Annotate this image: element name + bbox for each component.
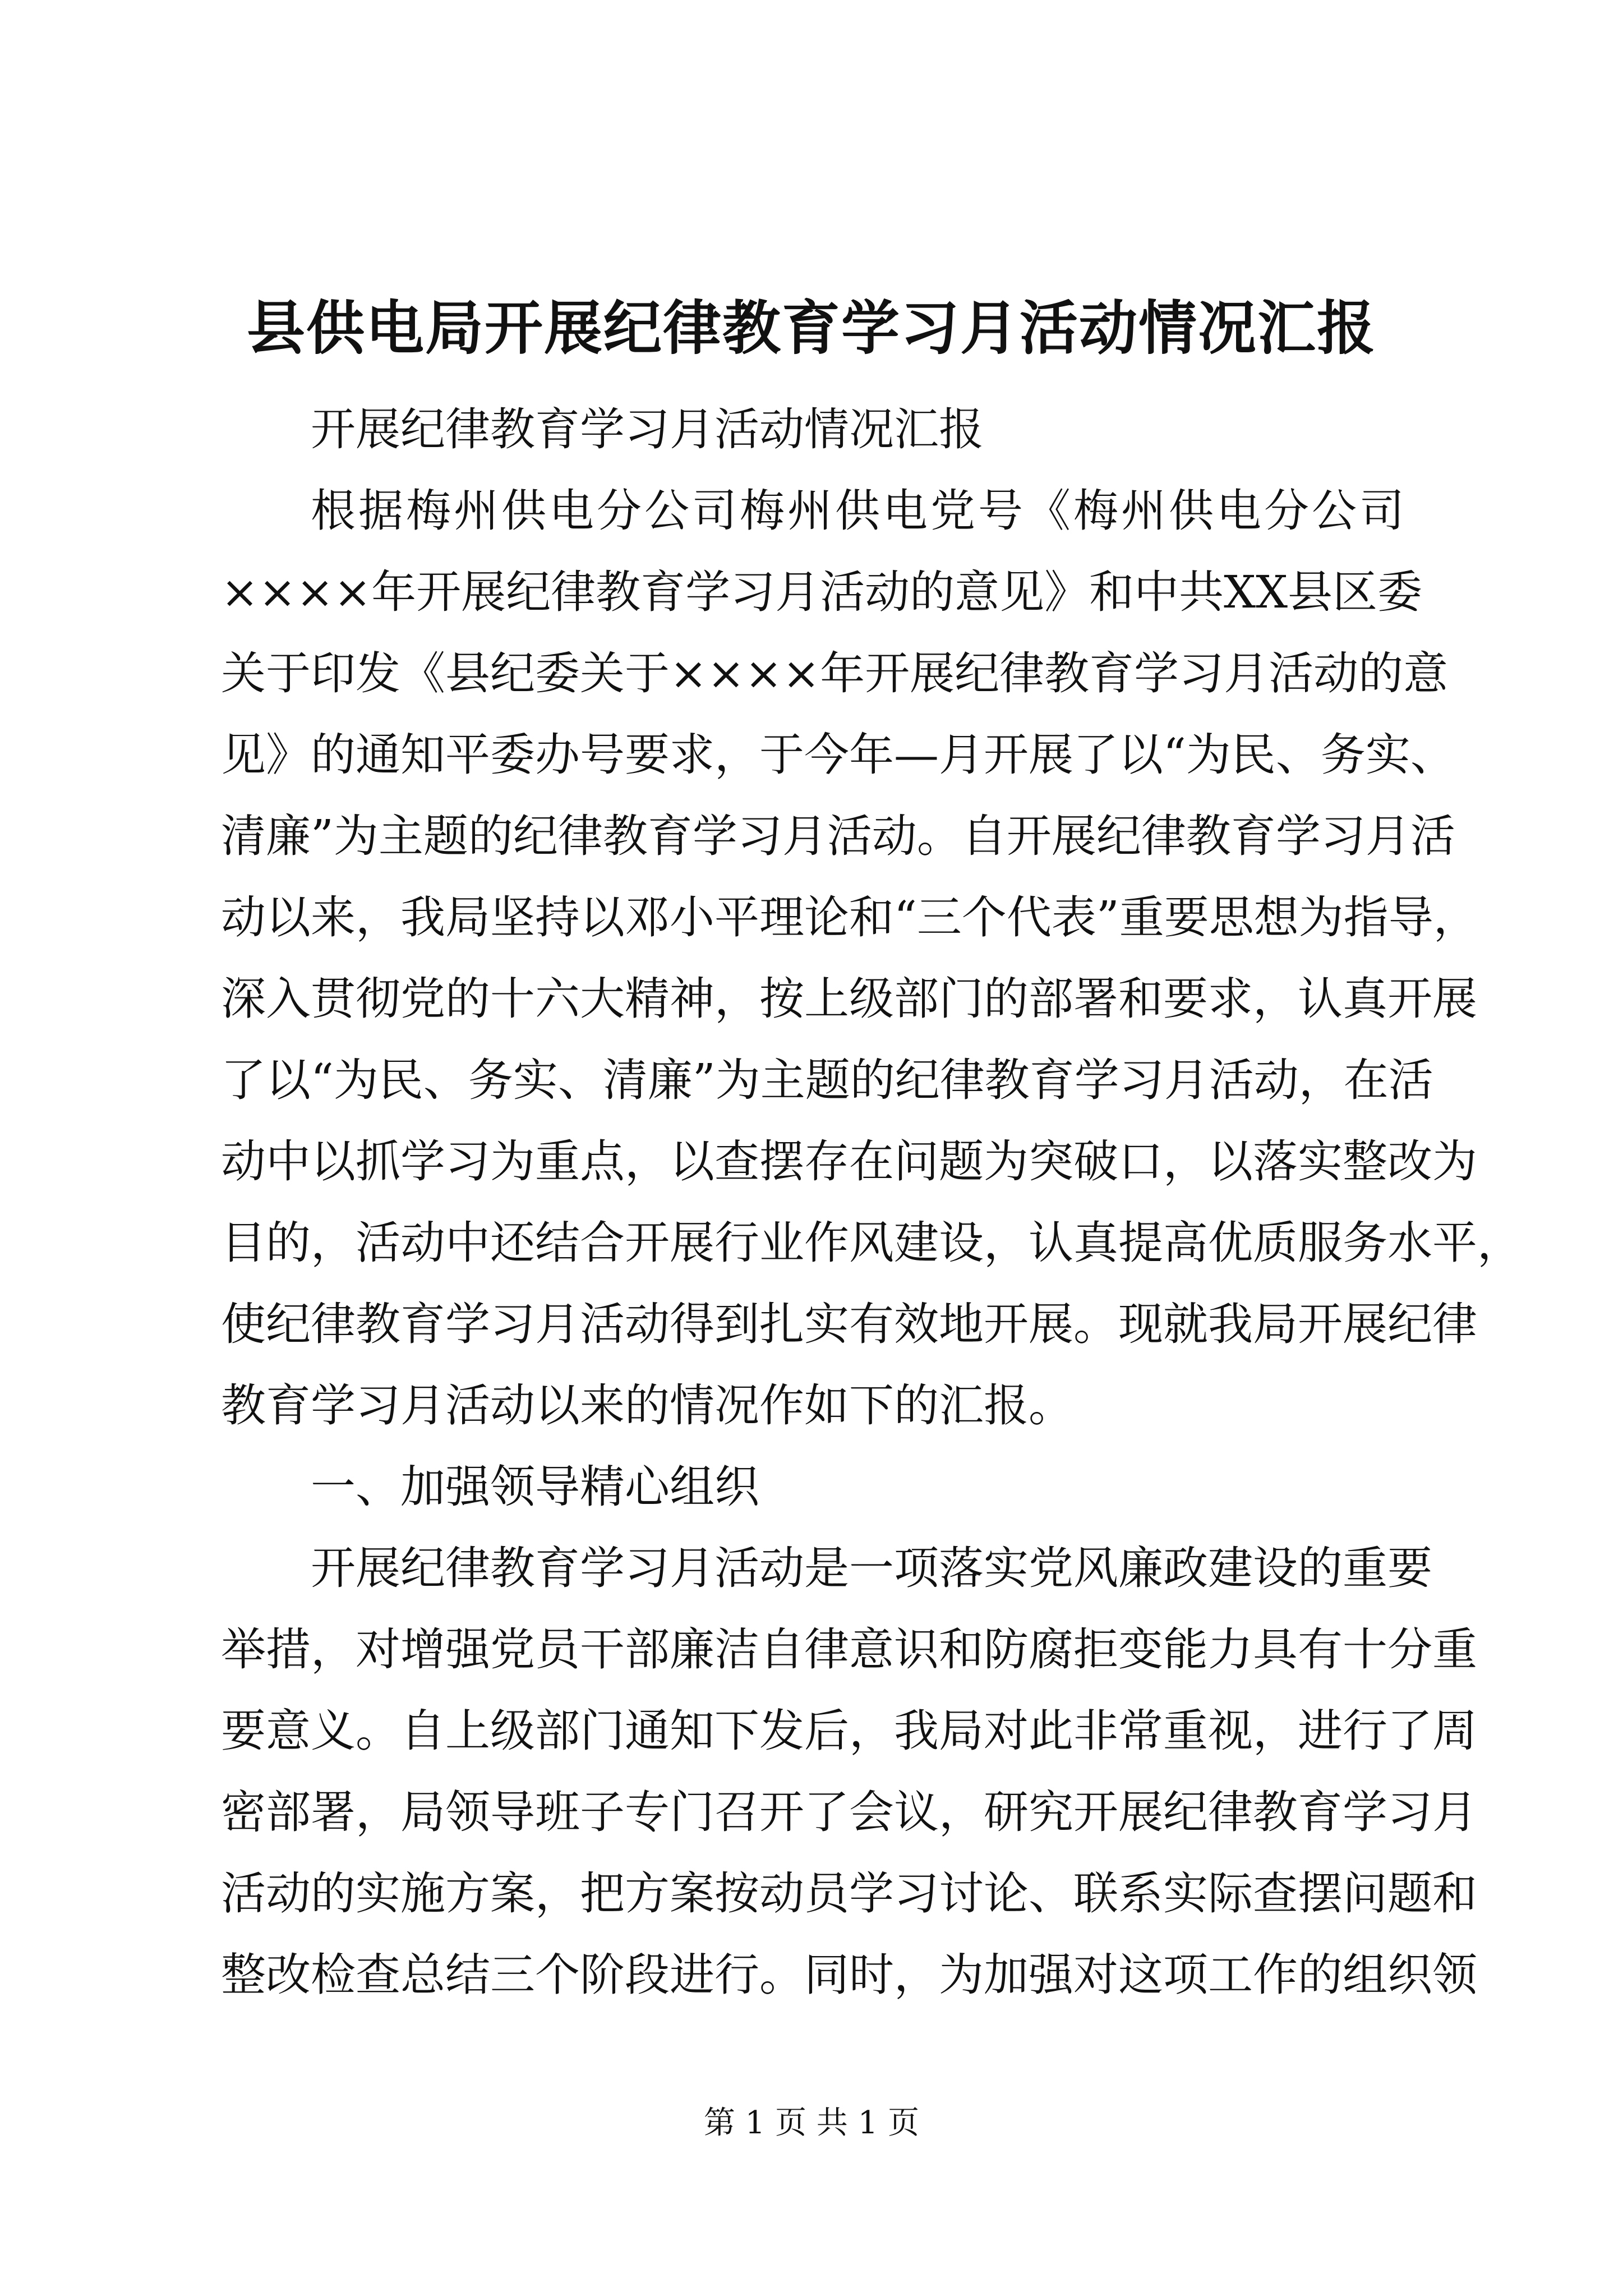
document-title: 县供电局开展纪律教育学习月活动情况汇报 bbox=[246, 293, 1376, 362]
body-line: 使纪律教育学习月活动得到扎实有效地开展。现就我局开展纪律 bbox=[221, 1298, 1477, 1350]
body-line: 见》的通知平委办号要求，于今年—月开展了以“为民、务实、 bbox=[221, 729, 1455, 781]
body-line: ××××年开展纪律教育学习月活动的意见》和中共XX县区委 bbox=[221, 566, 1423, 618]
body-line: 举措，对增强党员干部廉洁自律意识和防腐拒变能力具有十分重 bbox=[221, 1623, 1477, 1676]
body-line: 一、加强领导精心组织 bbox=[311, 1461, 759, 1513]
body-line: 目的，活动中还结合开展行业作风建设，认真提高优质服务水平， bbox=[221, 1217, 1522, 1269]
body-line: 要意义。自上级部门通知下发后，我局对此非常重视，进行了周 bbox=[221, 1705, 1477, 1757]
body-line: 动以来，我局坚持以邓小平理论和“三个代表”重要思想为指导， bbox=[221, 891, 1478, 944]
body-line: 活动的实施方案，把方案按动员学习讨论、联系实际查摆问题和 bbox=[221, 1867, 1477, 1920]
body-line: 关于印发《县纪委关于××××年开展纪律教育学习月活动的意 bbox=[221, 647, 1449, 700]
body-line: 开展纪律教育学习月活动是一项落实党风廉政建设的重要 bbox=[311, 1542, 1432, 1594]
body-line: 深入贯彻党的十六大精神，按上级部门的部署和要求，认真开展 bbox=[221, 973, 1477, 1025]
body-line: 密部署，局领导班子专门召开了会议，研究开展纪律教育学习月 bbox=[221, 1786, 1477, 1838]
body-line: 整改检查总结三个阶段进行。同时，为加强对这项工作的组织领 bbox=[221, 1949, 1477, 2001]
body-line: 根据梅州供电分公司梅州供电党号《梅州供电分公司 bbox=[311, 485, 1404, 537]
body-line: 开展纪律教育学习月活动情况汇报 bbox=[311, 403, 984, 455]
page-number-footer: 第 1 页 共 1 页 bbox=[703, 2105, 920, 2141]
body-line: 教育学习月活动以来的情况作如下的汇报。 bbox=[221, 1379, 1073, 1432]
body-line: 清廉”为主题的纪律教育学习月活动。自开展纪律教育学习月活 bbox=[221, 810, 1455, 862]
body-line: 了以“为民、务实、清廉”为主题的纪律教育学习月活动，在活 bbox=[221, 1054, 1433, 1106]
document-body bbox=[221, 389, 1522, 2016]
body-line: 动中以抓学习为重点，以查摆存在问题为突破口，以落实整改为 bbox=[221, 1135, 1477, 1188]
